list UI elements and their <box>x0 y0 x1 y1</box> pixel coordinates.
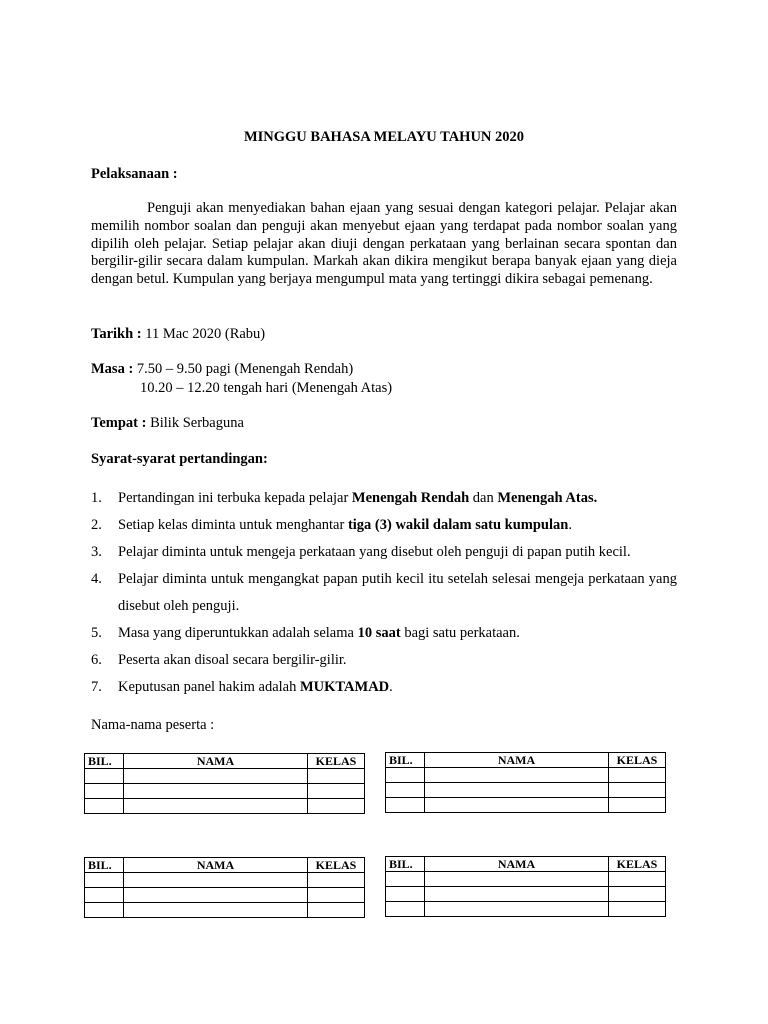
pelaksanaan-heading: Pelaksanaan : <box>91 166 178 182</box>
kelas-cell[interactable] <box>308 903 365 918</box>
list-item <box>91 566 677 620</box>
list-item <box>91 674 677 701</box>
header-kelas: KELAS <box>308 754 365 769</box>
header-bil: BIL. <box>386 857 425 872</box>
tarikh-line <box>91 326 265 343</box>
list-item-text: Masa yang diperuntukkan adalah selama <box>118 625 358 641</box>
tempat-line <box>91 415 244 432</box>
list-item-bold: 10 saat <box>357 625 401 641</box>
pelaksanaan-body: Penguji akan menyediakan bahan ejaan yang sesuai dengan kategori pelajar. Pelajar akan memilih nombor soalan dan penguji akan menyebut ejaan yang terdapat pada nombor soalan yang dipilih oleh pelajar. Setiap pelajar akan diuji dengan perkataan yang berlainan secara spontan dan bergilir-gilir secara dalam kumpulan. Markah akan dikira mengikut berapa banyak ejaan yang dieja dengan betul. Kumpulan yang berjaya mengumpul mata yang tertinggi dikira sebagai pemenang. <box>91 200 677 288</box>
bil-cell[interactable] <box>386 768 425 783</box>
syarat-list <box>91 485 677 701</box>
nama-cell[interactable] <box>425 872 609 887</box>
header-nama: NAMA <box>425 753 609 768</box>
header-bil: BIL. <box>386 753 425 768</box>
table-row <box>386 872 666 887</box>
list-item-text: . <box>568 517 572 533</box>
header-nama: NAMA <box>124 858 308 873</box>
list-item <box>91 620 677 647</box>
list-item-text: Pertandingan ini terbuka kepada pelajar <box>118 490 352 506</box>
kelas-cell[interactable] <box>308 799 365 814</box>
table-row <box>85 784 365 799</box>
list-item-number: 5. <box>91 625 102 641</box>
list-item-number: 4. <box>91 571 102 587</box>
participant-table-3 <box>84 857 365 918</box>
participant-table-4 <box>385 856 666 917</box>
list-item-text: dan <box>469 490 498 506</box>
list-item-text: Setiap kelas diminta untuk menghantar <box>118 517 348 533</box>
table-row <box>386 902 666 917</box>
table-row <box>85 873 365 888</box>
header-kelas: KELAS <box>308 858 365 873</box>
nama-cell[interactable] <box>124 799 308 814</box>
masa-line2: 10.20 – 12.20 tengah hari (Menengah Atas) <box>140 380 393 396</box>
header-nama: NAMA <box>425 857 609 872</box>
list-item-text: Pelajar diminta untuk mengangkat papan putih kecil itu setelah selesai mengeja perkataan yang disebut oleh penguji. <box>118 571 677 614</box>
bil-cell[interactable] <box>85 784 124 799</box>
bil-cell[interactable] <box>386 872 425 887</box>
table-row <box>386 768 666 783</box>
list-item-number: 3. <box>91 544 102 560</box>
masa-line <box>91 361 353 378</box>
nama-cell[interactable] <box>425 783 609 798</box>
nama-cell[interactable] <box>425 798 609 813</box>
list-item-text: Pelajar diminta untuk mengeja perkataan yang disebut oleh penguji di papan putih kecil. <box>118 544 631 560</box>
list-item-text: bagi satu perkataan. <box>400 625 520 641</box>
kelas-cell[interactable] <box>308 888 365 903</box>
table-header-row <box>85 754 365 769</box>
table-row <box>386 798 666 813</box>
table-row <box>85 799 365 814</box>
table-header-row <box>386 753 666 768</box>
list-item-number: 6. <box>91 652 102 668</box>
kelas-cell[interactable] <box>308 873 365 888</box>
kelas-cell[interactable] <box>609 887 666 902</box>
list-item-bold: Menengah Rendah <box>351 490 470 506</box>
document-title: MINGGU BAHASA MELAYU TAHUN 2020 <box>243 129 525 145</box>
bil-cell[interactable] <box>85 888 124 903</box>
table-row <box>85 769 365 784</box>
bil-cell[interactable] <box>386 783 425 798</box>
kelas-cell[interactable] <box>609 872 666 887</box>
participant-table-1 <box>84 753 365 814</box>
nama-cell[interactable] <box>124 888 308 903</box>
bil-cell[interactable] <box>85 769 124 784</box>
kelas-cell[interactable] <box>308 769 365 784</box>
list-item <box>91 485 677 512</box>
list-item-bold: Menengah Atas. <box>497 490 598 506</box>
nama-cell[interactable] <box>124 873 308 888</box>
list-item-number: 2. <box>91 517 102 533</box>
kelas-cell[interactable] <box>609 783 666 798</box>
masa-line1: 7.50 – 9.50 pagi (Menengah Rendah) <box>133 361 354 377</box>
list-item-number: 1. <box>91 490 102 506</box>
nama-cell[interactable] <box>124 769 308 784</box>
peserta-label: Nama-nama peserta : <box>91 717 215 733</box>
table-row <box>386 887 666 902</box>
list-item-text: Keputusan panel hakim adalah <box>118 679 300 695</box>
list-item-text: Peserta akan disoal secara bergilir-gilir. <box>118 652 347 668</box>
kelas-cell[interactable] <box>609 902 666 917</box>
kelas-cell[interactable] <box>609 798 666 813</box>
bil-cell[interactable] <box>85 903 124 918</box>
list-item-text: . <box>389 679 393 695</box>
masa-label: Masa : <box>91 361 134 377</box>
kelas-cell[interactable] <box>308 784 365 799</box>
table-row <box>85 888 365 903</box>
table-row <box>386 783 666 798</box>
list-item <box>91 539 677 566</box>
header-bil: BIL. <box>85 858 124 873</box>
bil-cell[interactable] <box>386 798 425 813</box>
tarikh-label: Tarikh : <box>91 326 142 342</box>
tempat-value: Bilik Serbaguna <box>146 415 244 431</box>
nama-cell[interactable] <box>425 887 609 902</box>
header-kelas: KELAS <box>609 857 666 872</box>
bil-cell[interactable] <box>85 873 124 888</box>
table-header-row <box>386 857 666 872</box>
nama-cell[interactable] <box>124 784 308 799</box>
table-header-row <box>85 858 365 873</box>
list-item <box>91 512 677 539</box>
bil-cell[interactable] <box>85 799 124 814</box>
list-item-bold: tiga (3) wakil dalam satu kumpulan <box>347 517 569 533</box>
list-item-bold: MUKTAMAD <box>300 679 390 695</box>
list-item-number: 7. <box>91 679 102 695</box>
header-bil: BIL. <box>85 754 124 769</box>
nama-cell[interactable] <box>124 903 308 918</box>
list-item <box>91 647 677 674</box>
syarat-heading: Syarat-syarat pertandingan: <box>91 451 268 467</box>
nama-cell[interactable] <box>425 902 609 917</box>
bil-cell[interactable] <box>386 902 425 917</box>
participant-table-2 <box>385 752 666 813</box>
kelas-cell[interactable] <box>609 768 666 783</box>
tempat-label: Tempat : <box>91 415 147 431</box>
header-nama: NAMA <box>124 754 308 769</box>
table-row <box>85 903 365 918</box>
tarikh-value: 11 Mac 2020 (Rabu) <box>141 326 266 342</box>
bil-cell[interactable] <box>386 887 425 902</box>
pelaksanaan-paragraph <box>91 200 677 289</box>
header-kelas: KELAS <box>609 753 666 768</box>
nama-cell[interactable] <box>425 768 609 783</box>
